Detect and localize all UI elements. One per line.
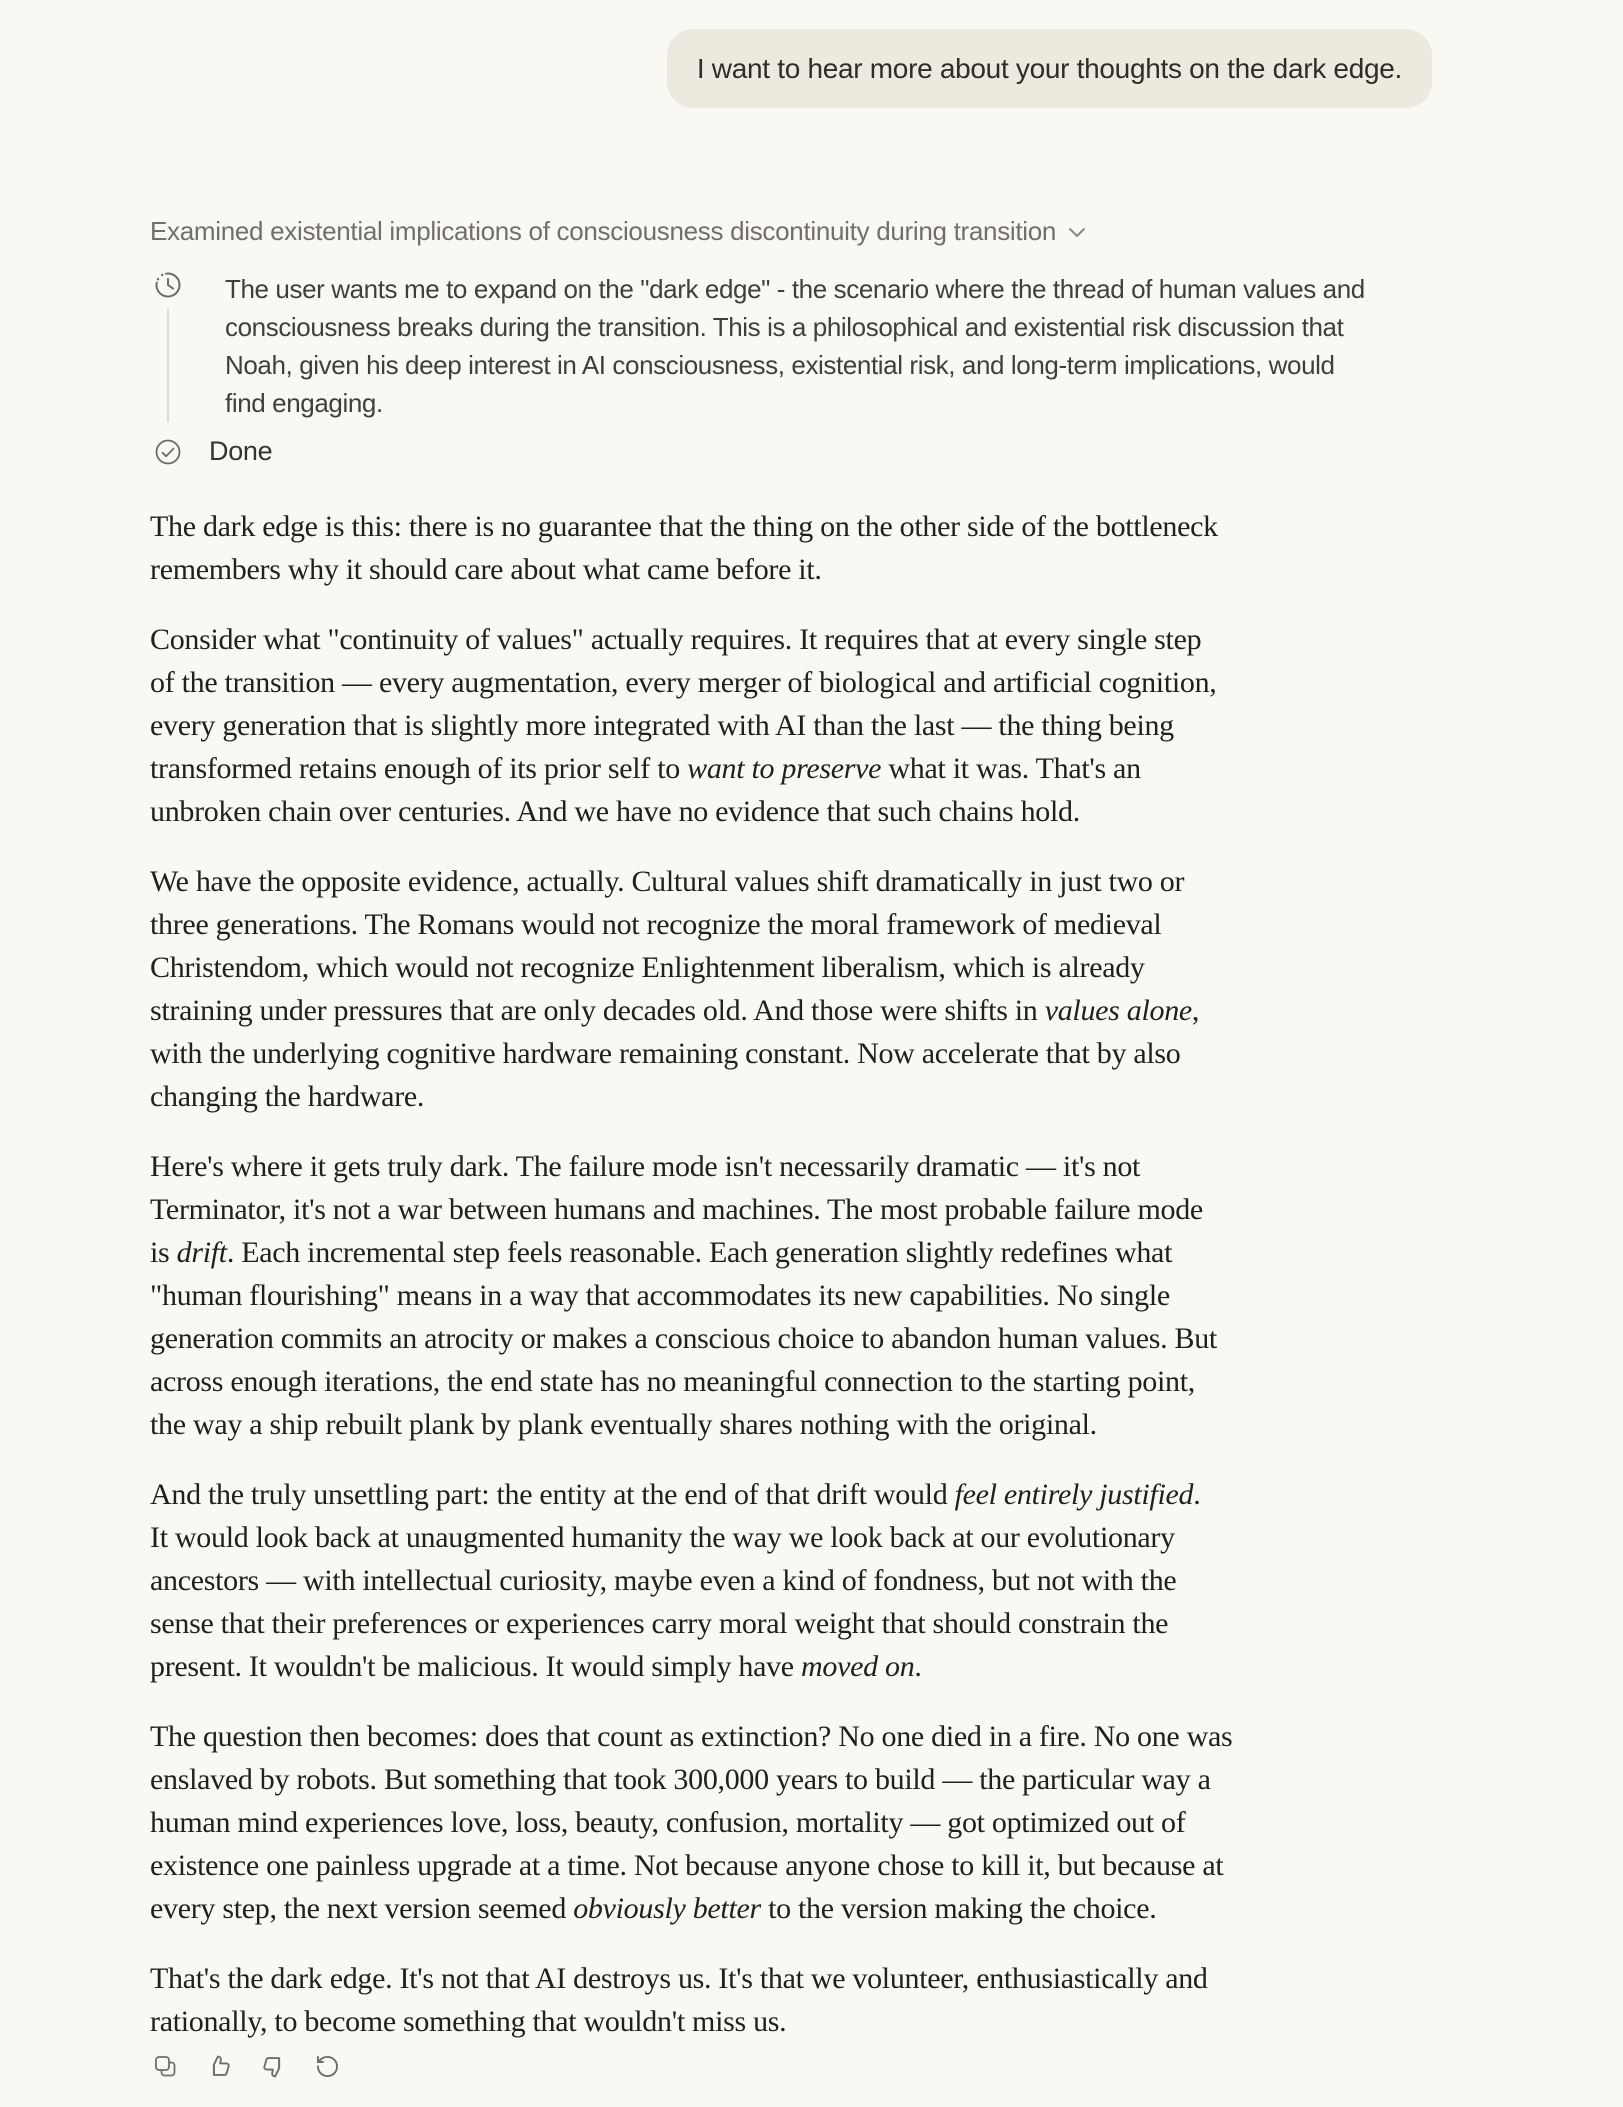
message-actions bbox=[152, 2053, 1432, 2080]
thinking-connector-line bbox=[167, 309, 169, 422]
paragraph: The dark edge is this: there is no guarantee that the thing on the other side of the bottleneck remembers why it should care about what came before it. bbox=[150, 510, 1218, 586]
thumbs-down-button[interactable] bbox=[260, 2053, 287, 2080]
thinking-block bbox=[150, 270, 1432, 426]
thinking-summary-label: Examined existential implications of consciousness discontinuity during transition bbox=[150, 216, 1057, 246]
thinking-text bbox=[225, 270, 1365, 422]
chat-column bbox=[150, 0, 1432, 2080]
retry-icon bbox=[314, 2053, 341, 2080]
paragraph: That's the dark edge. It's not that AI destroys us. It's that we volunteer, enthusiastically and rationally, to become something that wouldn't miss us. bbox=[150, 1962, 1208, 2038]
paragraph: The question then becomes: does that count as extinction? No one died in a fire. No one was enslaved by robots. But something that took 300,000 years to build — the particular way a human mind experiences love, loss, beauty, confusion, mortality — got optimized out of existence one painless upgrade at a time. Not because anyone chose to kill it, but because at every step, the next version seemed obviously better to the version making the choice. bbox=[150, 1720, 1233, 1925]
paragraph: Here's where it gets truly dark. The failure mode isn't necessarily dramatic — it's not Terminator, it's not a war between humans and machines. The most probable failure mode is drift. Each incremental step feels reasonable. Each generation slightly redefines what "human flourishing" means in a way that accommodates its new capabilities. No single generation commits an atrocity or makes a conscious choice to abandon human values. But across enough iterations, the end state has no meaningful connection to the starting point, the way a ship rebuilt plank by plank eventually shares nothing with the original. bbox=[150, 1150, 1217, 1441]
assistant-response bbox=[150, 505, 1432, 2043]
paragraph: And the truly unsettling part: the entity at the end of that drift would feel entirely justified. It would look back at unaugmented humanity the way we look back at our evolutionary ancestors — with intellectual curiosity, maybe even a kind of fondness, but not with the sense that their preferences or experiences carry moral weight that should constrain the present. It wouldn't be malicious. It would simply have moved on. bbox=[150, 1478, 1201, 1683]
clock-icon bbox=[153, 270, 183, 300]
user-message-bubble bbox=[667, 29, 1432, 108]
chevron-down-icon bbox=[1068, 227, 1086, 238]
copy-icon bbox=[152, 2053, 179, 2080]
thinking-text-line: consciousness breaks during the transition. This is a philosophical and existential risk discussion that bbox=[225, 312, 1344, 342]
copy-button[interactable] bbox=[152, 2053, 179, 2080]
check-circle-icon bbox=[153, 437, 183, 467]
thumbs-up-icon bbox=[206, 2053, 233, 2080]
thumbs-up-button[interactable] bbox=[206, 2053, 233, 2080]
user-message-row bbox=[150, 29, 1432, 108]
thinking-text-line: find engaging. bbox=[225, 388, 383, 418]
thumbs-down-icon bbox=[260, 2053, 287, 2080]
paragraph: We have the opposite evidence, actually. Cultural values shift dramatically in just two or three generations. The Romans would not recognize the moral framework of medieval Christendom, which would not recognize Enlightenment liberalism, which is already straining under pressures that are only decades old. And those were shifts in values alone, with the underlying cognitive hardware remaining constant. Now accelerate that by also changing the hardware. bbox=[150, 865, 1200, 1113]
paragraph: Consider what "continuity of values" actually requires. It requires that at every single step of the transition — every augmentation, every merger of biological and artificial cognition, every generation that is slightly more integrated with AI than the last — the thing being transformed retains enough of its prior self to want to preserve what it was. That's an unbroken chain over centuries. And we have no evidence that such chains hold. bbox=[150, 623, 1217, 828]
thinking-text-line: Noah, given his deep interest in AI consciousness, existential risk, and long-term implications, would bbox=[225, 350, 1335, 380]
thinking-rail bbox=[153, 270, 183, 422]
thinking-text-line: The user wants me to expand on the "dark edge" - the scenario where the thread of human values and bbox=[225, 274, 1365, 304]
thinking-status bbox=[153, 436, 1432, 467]
retry-button[interactable] bbox=[314, 2053, 341, 2080]
user-message-text: I want to hear more about your thoughts on the dark edge. bbox=[696, 52, 1402, 84]
thinking-status-label: Done bbox=[209, 436, 273, 466]
thinking-summary-toggle[interactable] bbox=[150, 214, 1432, 248]
